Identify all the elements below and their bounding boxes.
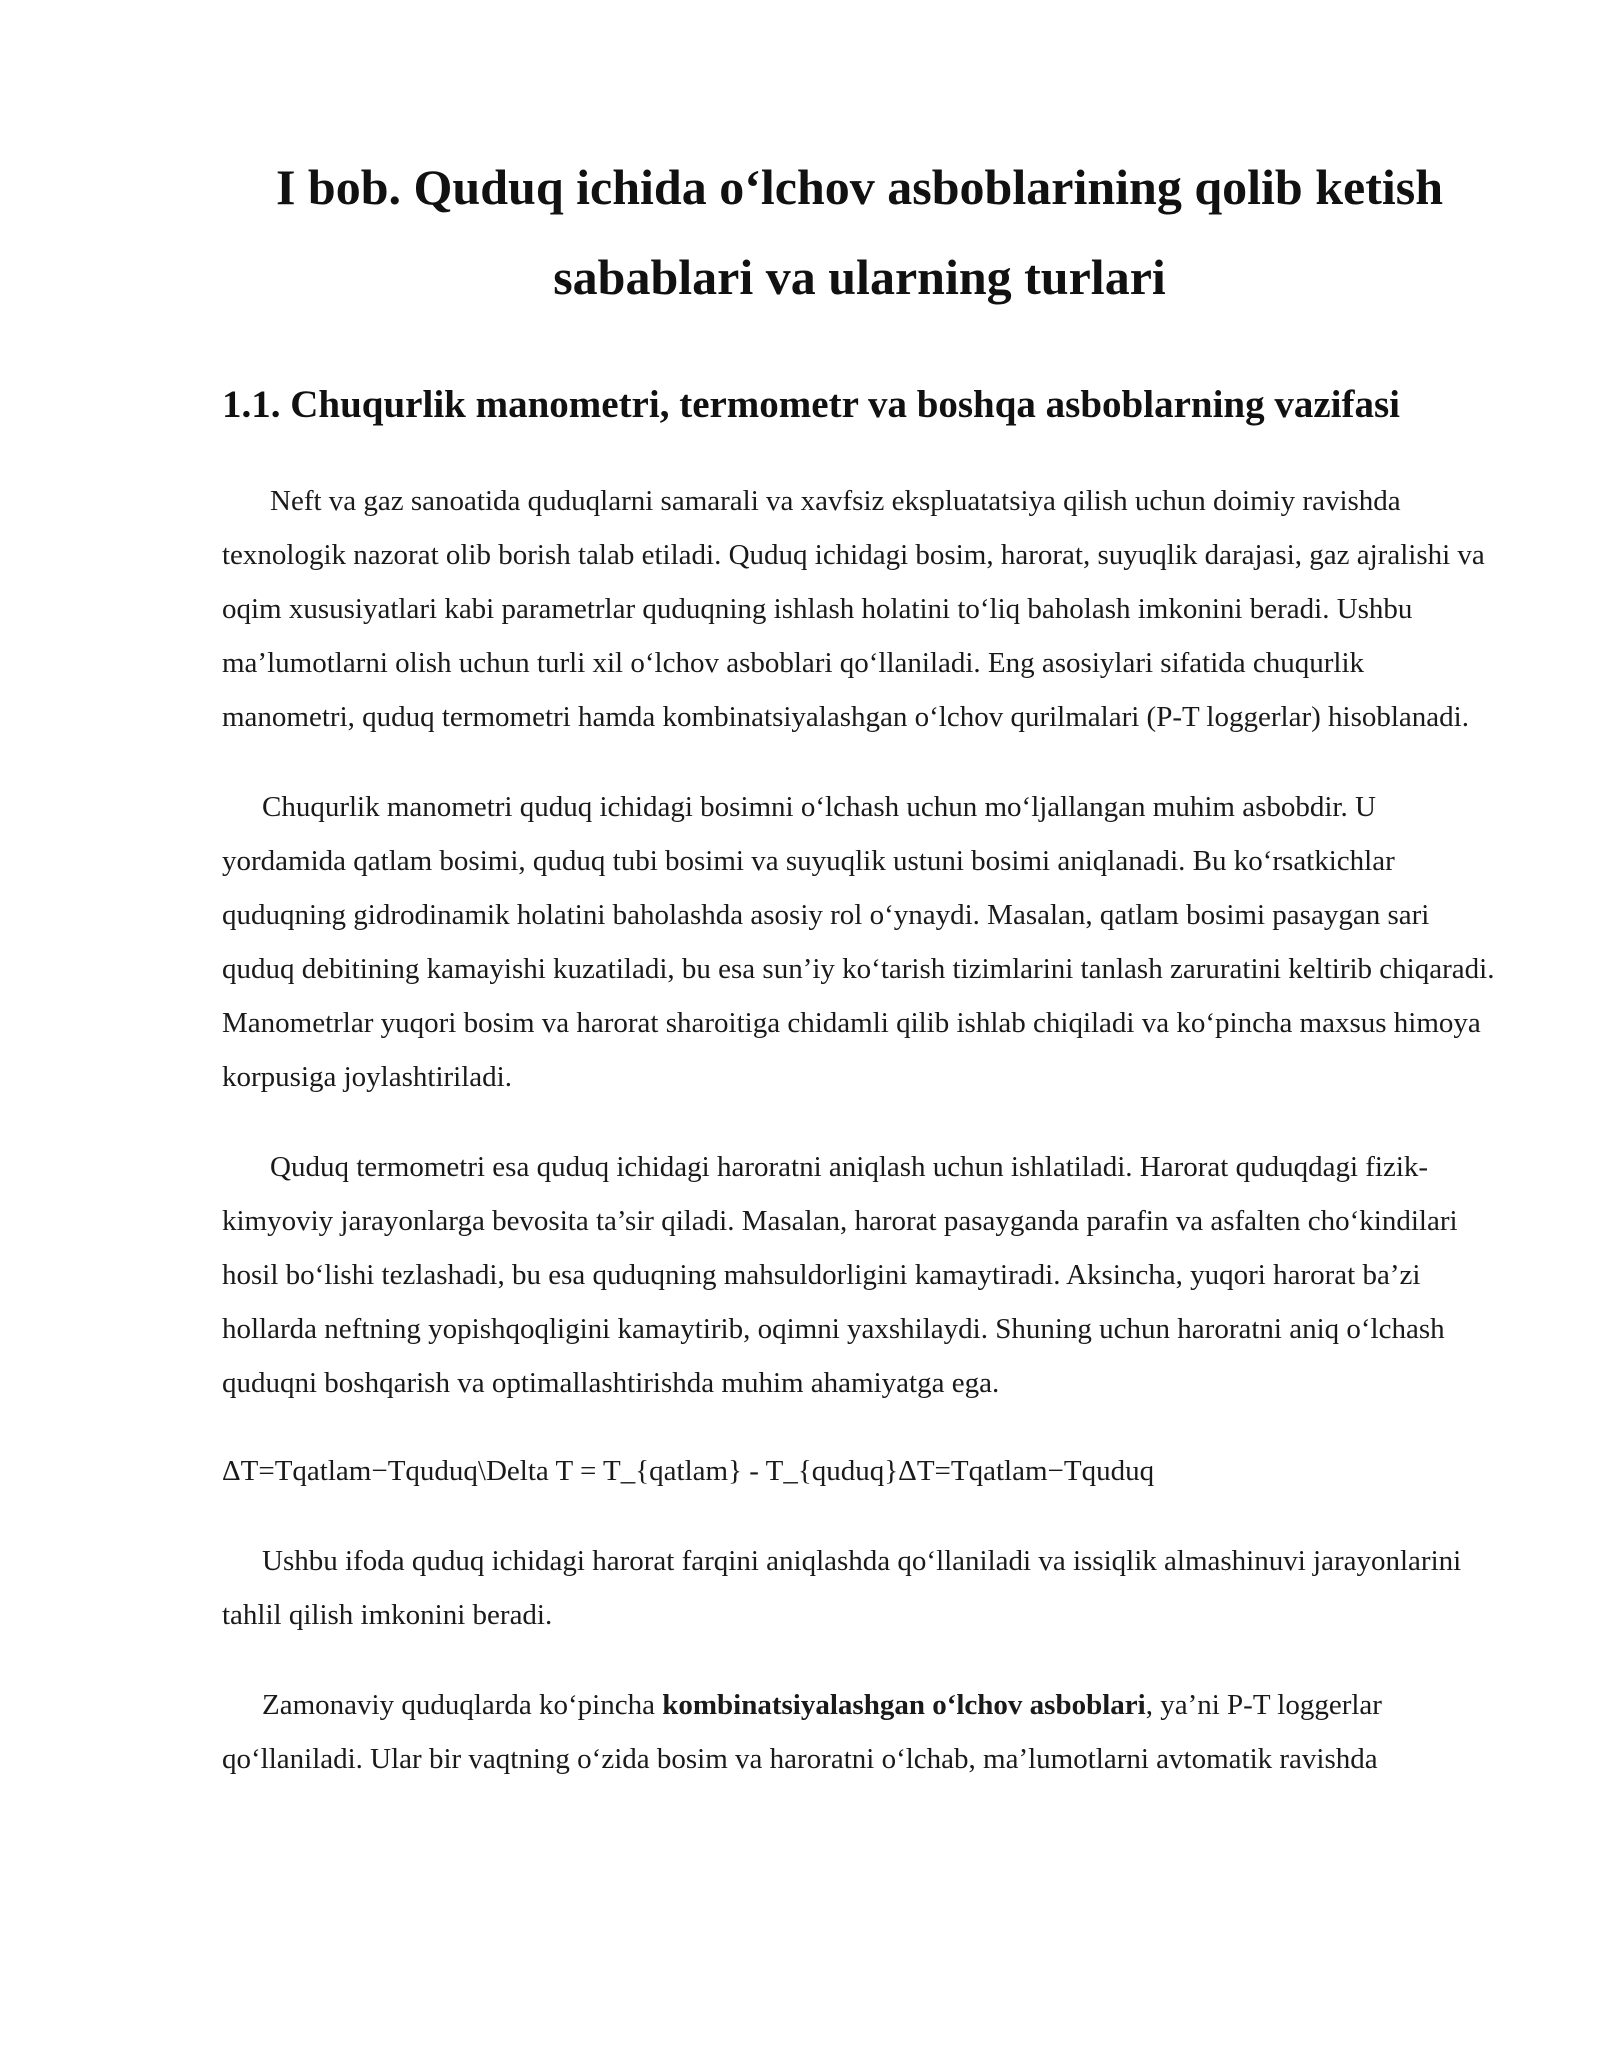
paragraph-formula-explanation: Ushbu ifoda quduq ichidagi harorat farqini aniqlashda qo‘llaniladi va issiqlik almashinuvi jarayonlarini tahlil qilish imkonini beradi. <box>222 1545 1462 1631</box>
formula-line: ΔT=Tqatlam−Tquduq\Delta T = T_{qatlam} - T_{quduq}ΔT=Tqatlam−Tquduq <box>222 1455 1155 1487</box>
paragraph-thermometer: Quduq termometri esa quduq ichidagi haroratni aniqlash uchun ishlatiladi. Harorat quduqdagi fizik-kimyoviy jarayonlarga bevosita ta’sir qiladi. Masalan, harorat pasayganda parafin va asfalten cho‘kindilari hosil bo‘lishi tezlashadi, bu esa quduqning mahsuldorligini kamaytiradi. Aksincha, yuqori harorat ba’zi hollarda neftning yopishqoqligini kamaytirib, oqimni yaxshilaydi. Shuning uchun haroratni aniq o‘lchash quduqni boshqarish va optimallashtirishda muhim ahamiyatga ega. <box>222 1151 1458 1399</box>
document-page <box>222 142 1497 1786</box>
pt-loggers-bold-term: kombinatsiyalashgan o‘lchov asboblari <box>662 1689 1146 1721</box>
paragraph-intro: Neft va gaz sanoatida quduqlarni samarali va xavfsiz ekspluatatsiya qilish uchun doimiy ravishda texnologik nazorat olib borish talab etiladi. Quduq ichidagi bosim, harorat, suyuqlik darajasi, gaz ajralishi va oqim xususiyatlari kabi parametrlar quduqning ishlash holatini to‘liq baholash imkonini beradi. Ushbu ma’lumotlarni olish uchun turli xil o‘lchov asboblari qo‘llaniladi. Eng asosiylari sifatida chuqurlik manometri, quduq termometri hamda kombinatsiyalashgan o‘lchov qurilmalari (P-T loggerlar) hisoblanadi. <box>222 485 1485 733</box>
pt-loggers-text-before: Zamonaviy quduqlarda ko‘pincha <box>262 1689 663 1721</box>
section-title: 1.1. Chuqurlik manometri, termometr va boshqa asboblarning vazifasi <box>222 383 1400 426</box>
chapter-title: I bob. Quduq ichida o‘lchov asboblarining qolib ketish sabablari va ularning turlari <box>275 159 1444 305</box>
paragraph-pt-loggers <box>222 1678 1497 1786</box>
pt-loggers-text-after: , ya’ni P-T loggerlar qo‘llaniladi. Ular bir vaqtning o‘zida bosim va haroratni o‘lchab, ma’lumotlarni avtomatik ravishda <box>222 1689 1382 1775</box>
paragraph-manometer: Chuqurlik manometri quduq ichidagi bosimni o‘lchash uchun mo‘ljallangan muhim asbobdir. U yordamida qatlam bosimi, quduq tubi bosimi va suyuqlik ustuni bosimi aniqlanadi. Bu ko‘rsatkichlar quduqning gidrodinamik holatini baholashda asosiy rol o‘ynaydi. Masalan, qatlam bosimi pasaygan sari quduq debitining kamayishi kuzatiladi, bu esa sun’iy ko‘tarish tizimlarini tanlash zaruratini keltirib chiqaradi. Manometrlar yuqori bosim va harorat sharoitiga chidamli qilib ishlab chiqiladi va ko‘pincha maxsus himoya korpusiga joylashtiriladi. <box>222 791 1495 1093</box>
